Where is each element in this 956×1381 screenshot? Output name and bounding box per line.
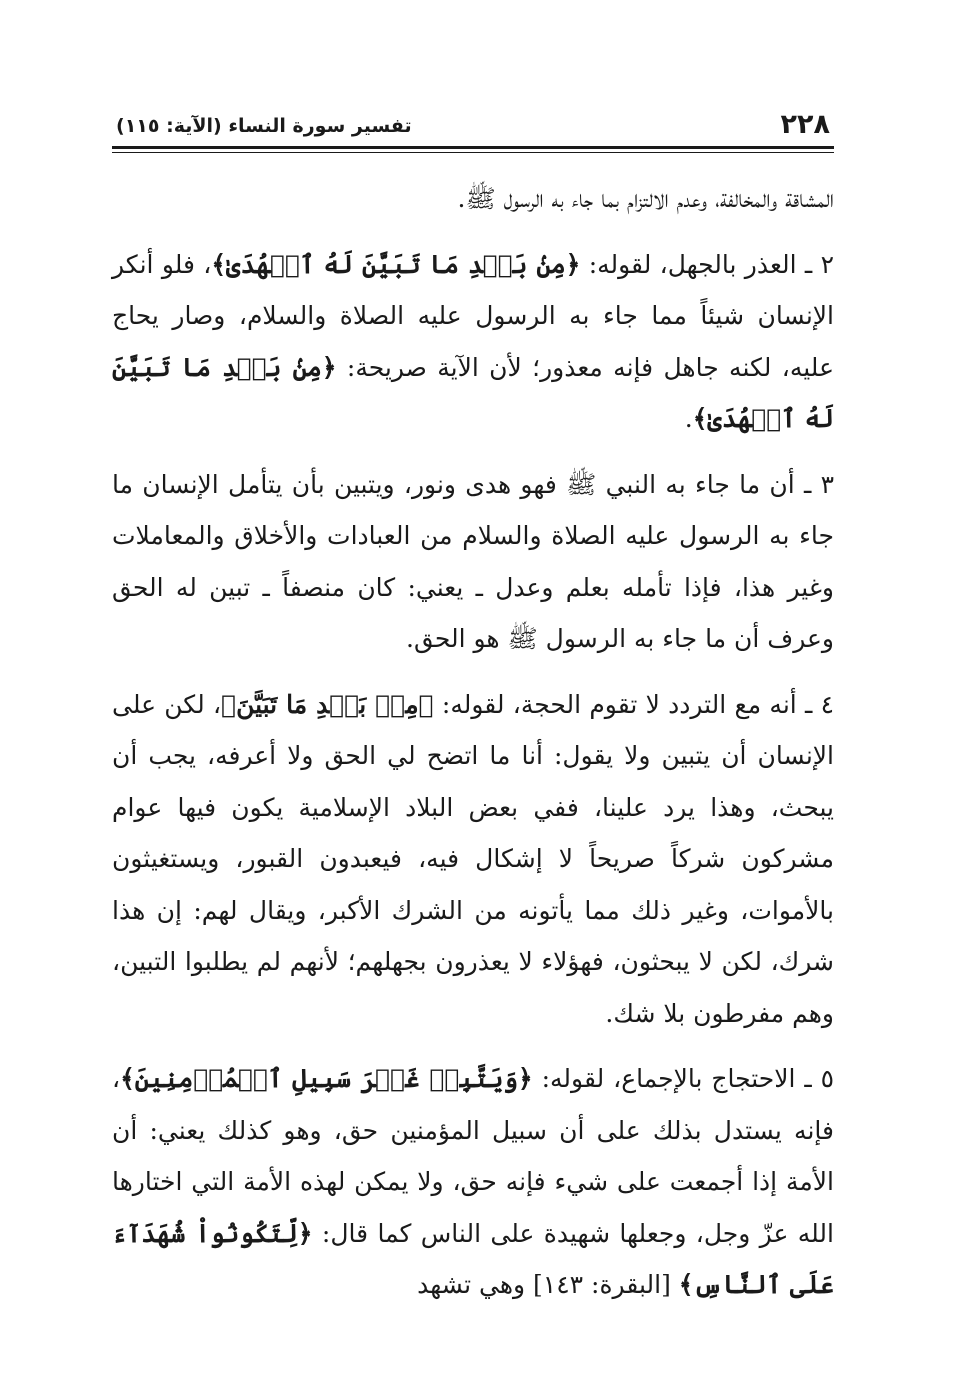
text-segment: ٤ ـ أنه مع التردد لا تقوم الحجة، لقوله: [433, 689, 834, 719]
text-segment: ، فلو أنكر الإنسان شيئاً مما جاء به الرسول عليه الصلاة والسلام، وصار يحاج عليه، لكنه جاهل فإنه معذور؛ لأن الآية صريحة: [112, 249, 834, 382]
text-segment: ، لكن على الإنسان أن يتبين ولا يقول: أنا ما اتضح لي الحق ولا أعرفه، يجب أن يبحث، وهذا يرد علينا، ففي بعض البلاد الإسلامية يكون فيها عوام مشركون شركاً صريحاً لا إشكال فيه، فيعبدون القبور، ويستغيثون بالأموات، وغير ذلك مما يأتونه من الشرك الأكبر، ويقال لهم: إن هذا شرك، لكن لا يبحثون، فهؤلاء لا يعذرون بجهلهم؛ لأنهم لم يطلبوا التبين، وهم مفرطون بلا شك. [112, 689, 834, 1028]
text-segment: ٥ ـ الاحتجاج بالإجماع، لقوله: [532, 1064, 834, 1093]
paragraph-3 [112, 459, 834, 665]
header-title: تفسير سورة النساء (الآية: ١١٥) [116, 115, 412, 137]
header-rule [112, 146, 834, 149]
quran-quote: ﴿مِنۢ بَعۡدِ مَا تَبَيَّنَ لَهُ ٱلۡهُدَىٰ﴾ [112, 352, 834, 433]
text-segment: المشاقة والمخالفة، وعدم الالتزام بما جاء به الرسول ﷺ. [457, 184, 834, 213]
header-rule-thin [112, 152, 834, 153]
page-number: ٢٢٨ [780, 109, 830, 140]
text-segment: ٣ ـ أن ما جاء به النبي ﷺ فهو هدى ونور، ويتبين بأن يتأمل الإنسان ما جاء به الرسول عليه الصلاة والسلام من العبادات والأخلاق والمعاملات وغير هذا، فإذا تأمله بعلم وعدل ـ يعني: كان منصفاً ـ تبين له الحق وعرف أن ما جاء به الرسول ﷺ هو الحق. [112, 469, 834, 653]
text-segment: [البقرة: ١٤٣] وهي تشهد [417, 1270, 679, 1299]
quran-quote: ﴿مِنۢ بَعۡدِ مَا تَبَيَّنَ﴾ [221, 689, 434, 719]
book-page [112, 100, 834, 1350]
running-header [112, 100, 834, 140]
quran-quote: ﴿مِنۢ بَعۡدِ مَا تَبَيَّنَ لَهُ ٱلۡهُدَىٰ﴾ [211, 249, 581, 279]
quran-quote: ﴿وَيَتَّبِعۡ غَيۡرَ سَبِيلِ ٱلۡمُؤۡمِنِينَ﴾ [120, 1064, 533, 1093]
text-segment: . [684, 404, 693, 433]
paragraph-5 [112, 1053, 834, 1311]
paragraph-1 [112, 173, 834, 225]
text-segment: ، فإنه يستدل بذلك على أن سبيل المؤمنين حق، وهو كذلك يعني: أن الأمة إذا أجمعت على شيء فإنه حق، ولا يمكن لهذه الأمة التي اختارها الله عزّ وجل، وجعلها شهيدة على الناس كما قال: [112, 1064, 834, 1248]
paragraph-2 [112, 239, 834, 445]
quran-quote: ﴿لِّتَكُونُواْ شُهَدَآءَ عَلَى ٱلنَّاسِ﴾ [112, 1218, 834, 1299]
text-segment: ٢ ـ العذر بالجهل، لقوله: [580, 249, 834, 279]
body-text [112, 173, 834, 1311]
paragraph-4 [112, 679, 834, 1040]
